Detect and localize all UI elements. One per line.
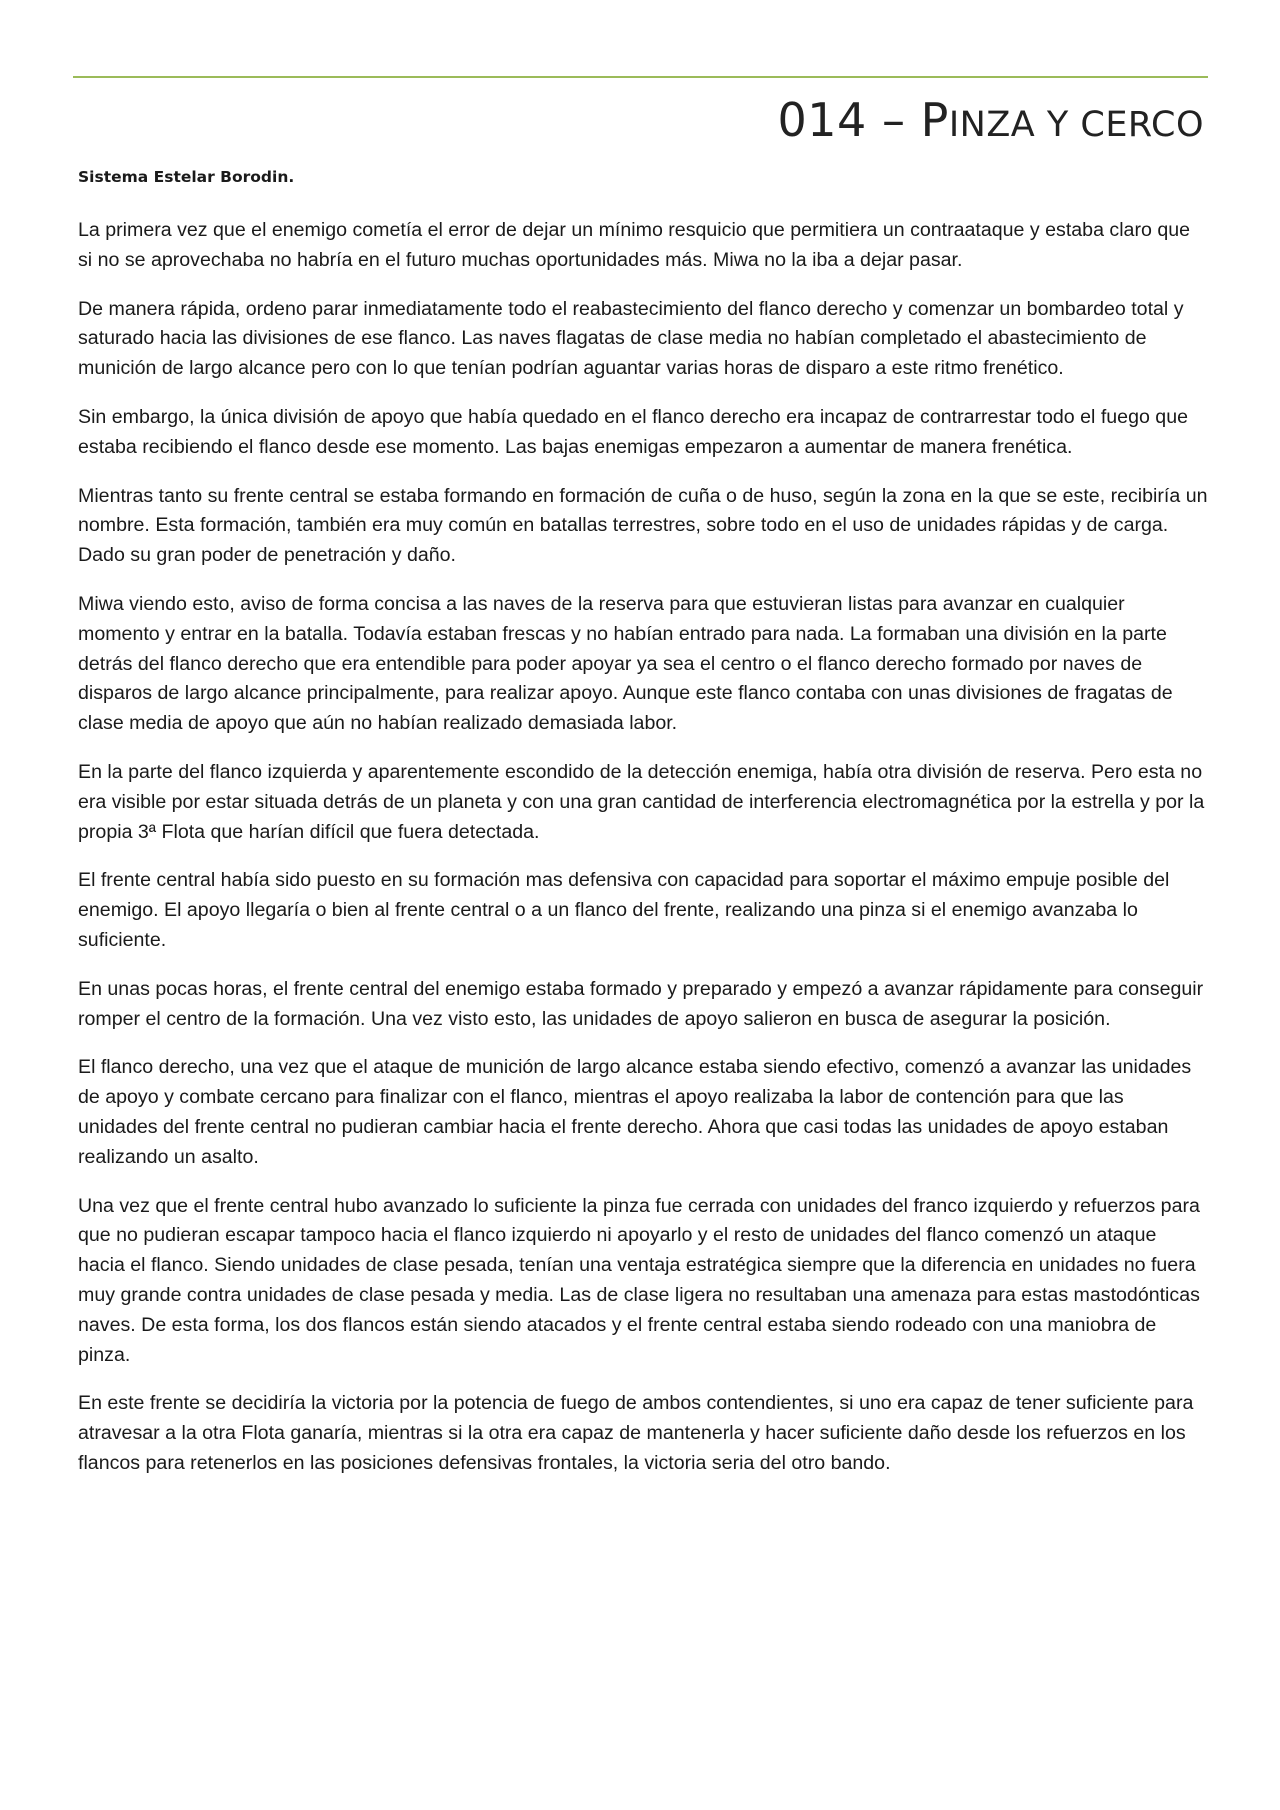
- chapter-title-rest: INZA Y CERCO: [948, 105, 1204, 145]
- paragraph: Miwa viendo esto, aviso de forma concisa a las naves de la reserva para que estuvieran listas para avanzar en cualquier momento y entrar en la batalla. Todavía estaban frescas y no habían entrado para nada. La formaban una división en la parte detrás del flanco derecho que era entendible para poder apoyar ya sea el centro o el flanco derecho formado por naves de disparos de largo alcance principalmente, para realizar apoyo. Aunque este flanco contaba con unas divisiones de fragatas de clase media de apoyo que aún no habían realizado demasiada labor.: [78, 592, 1173, 735]
- paragraph: Sin embargo, la única división de apoyo que había quedado en el flanco derecho era incapaz de contrarrestar todo el fuego que estaba recibiendo el flanco desde ese momento. Las bajas enemigas empezaron a aumentar de manera frenética.: [78, 405, 1188, 458]
- paragraph: En unas pocas horas, el frente central del enemigo estaba formado y preparado y empezó a avanzar rápidamente para conseguir romper el centro de la formación. Una vez visto esto, las unidades de apoyo salieron en busca de asegurar la posición.: [78, 977, 1204, 1030]
- paragraph: En este frente se decidiría la victoria por la potencia de fuego de ambos contendientes, si uno era capaz de tener suficiente para atravesar a la otra Flota ganaría, mientras si la otra era capaz de mantenerla y hacer suficiente daño desde los refuerzos en los flancos para retenerlos en las posiciones defensivas frontales, la victoria seria del otro bando.: [78, 1392, 1194, 1474]
- paragraph: Una vez que el frente central hubo avanzado lo suficiente la pinza fue cerrada con unidades del franco izquierdo y refuerzos para que no pudieran escapar tampoco hacia el flanco izquierdo ni apoyarlo y el resto de unidades del flanco comenzó un ataque hacia el flanco. Siendo unidades de clase pesada, tenían una ventaja estratégica siempre que la diferencia en unidades no fuera muy grande contra unidades de clase pesada y media. Las de clase ligera no resultaban una amenaza para estas mastodónticas naves. De esta forma, los dos flancos están siendo atacados y el frente central estaba siendo rodeado con una maniobra de pinza.: [78, 1194, 1200, 1366]
- chapter-title-initial: P: [920, 93, 949, 147]
- header-rule: [73, 76, 1208, 78]
- chapter-body: [78, 216, 1208, 1498]
- paragraph: El frente central había sido puesto en su formación mas defensiva con capacidad para soportar el máximo empuje posible del enemigo. El apoyo llegaría o bien al frente central o a un flanco del frente, realizando una pinza si el enemigo avanzaba lo suficiente.: [78, 869, 1170, 951]
- location-heading: Sistema Estelar Borodin.: [78, 168, 295, 186]
- paragraph: En la parte del flanco izquierda y aparentemente escondido de la detección enemiga, había otra división de reserva. Pero esta no era visible por estar situada detrás de un planeta y con una gran cantidad de interferencia electromagnética por la estrella y por la propia 3ª Flota que harían difícil que fuera detectada.: [78, 760, 1205, 843]
- chapter-dash: –: [866, 93, 921, 147]
- paragraph: La primera vez que el enemigo cometía el error de dejar un mínimo resquicio que permitiera un contraataque y estaba claro que si no se aprovechaba no habría en el futuro muchas oportunidades más. Miwa no la iba a dejar pasar.: [78, 219, 1191, 271]
- chapter-title: [778, 90, 1204, 155]
- paragraph: Mientras tanto su frente central se estaba formando en formación de cuña o de huso, según la zona en la que se este, recibiría un nombre. Esta formación, también era muy común en batallas terrestres, sobre todo en el uso de unidades rápidas y de carga. Dado su gran poder de penetración y daño.: [78, 484, 1208, 567]
- paragraph: El flanco derecho, una vez que el ataque de munición de largo alcance estaba siendo efectivo, comenzó a avanzar las unidades de apoyo y combate cercano para finalizar con el flanco, mientras el apoyo realizaba la labor de contención para que las unidades del frente central no pudieran cambiar hacia el frente derecho. Ahora que casi todas las unidades de apoyo estaban realizando un asalto.: [78, 1056, 1192, 1168]
- paragraph: De manera rápida, ordeno parar inmediatamente todo el reabastecimiento del flanco derecho y comenzar un bombardeo total y saturado hacia las divisiones de ese flanco. Las naves flagatas de clase media no habían completado el abastecimiento de munición de largo alcance pero con lo que tenían podrían aguantar varias horas de disparo a este ritmo frenético.: [78, 297, 1184, 380]
- chapter-number: 014: [777, 93, 867, 147]
